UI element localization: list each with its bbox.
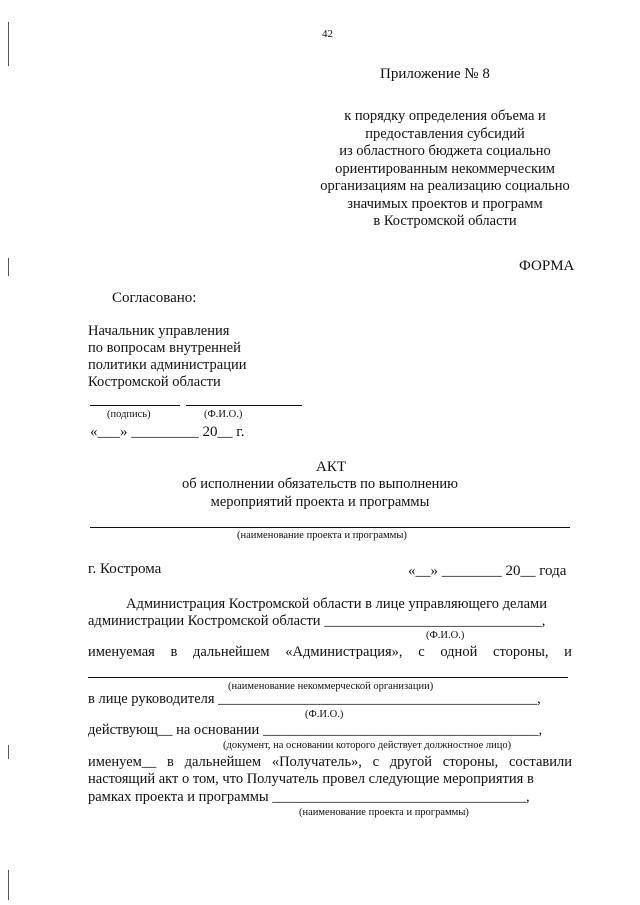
word: с — [372, 754, 380, 770]
approval-date: «___» _________ 20__ г. — [90, 424, 245, 440]
word: дальнейшем — [193, 644, 270, 660]
position-line: Костромской области — [88, 374, 221, 390]
city: г. Кострома — [88, 561, 162, 577]
appendix-line: из областного бюджета социально — [339, 143, 551, 159]
scan-margin-mark — [8, 745, 9, 759]
appendix-line: организациям на реализацию социально — [320, 178, 570, 194]
body-p3-line3: рамках проекта и программы ___________________________________, — [88, 789, 530, 805]
page-number: 42 — [322, 28, 333, 40]
word: и — [564, 644, 572, 660]
appendix-line: значимых проектов и программ — [347, 195, 543, 212]
body-p1-line2: администрации Костромской области ______________________________, — [88, 613, 546, 629]
appendix-line: предоставления субсидий — [365, 125, 525, 142]
position-line: Начальник управления — [88, 323, 230, 339]
fio-caption-1: (Ф.И.О.) — [426, 630, 465, 641]
name-caption: (Ф.И.О.) — [204, 409, 243, 420]
act-title: АКТ — [316, 459, 346, 475]
org-name-line — [88, 677, 568, 678]
appendix-line: ориентированным некоммерческим — [335, 160, 555, 177]
signature-caption: (подпись) — [107, 409, 151, 420]
act-subtitle-line: мероприятий проекта и программы — [210, 493, 430, 510]
form-label: ФОРМА — [519, 258, 575, 274]
body-p1-line1: Администрация Костромской области в лице управляющего делами — [126, 596, 547, 612]
appendix-title: Приложение № 8 — [380, 66, 490, 82]
position-line: по вопросам внутренней — [88, 340, 241, 356]
word: «Получатель», — [271, 754, 362, 770]
word: именуемая — [88, 644, 155, 660]
word: другой — [389, 754, 433, 770]
approver-position — [88, 323, 247, 391]
body-p3-line2: настоящий акт о том, что Получатель провел следующие мероприятия в — [88, 771, 534, 787]
scan-margin-mark — [8, 258, 9, 276]
position-line: политики администрации — [88, 357, 247, 373]
word: одной — [440, 644, 478, 660]
scan-margin-mark — [8, 22, 9, 66]
project-name-caption: (наименование проекта и программы) — [237, 530, 407, 541]
approved-label: Согласовано: — [112, 290, 197, 306]
word: «Администрация», — [285, 644, 403, 660]
appendix-line: в Костромской области — [373, 213, 517, 229]
signature-line — [90, 405, 180, 406]
appendix-description — [300, 108, 590, 231]
basis-line: действующ__ на основании ______________________________________, — [88, 722, 543, 738]
act-subtitle — [150, 476, 490, 511]
word: с — [418, 644, 425, 660]
word: именуем__ — [88, 754, 157, 770]
body-p3-line1 — [88, 754, 572, 771]
word: дальнейшем — [184, 754, 262, 770]
word: в — [167, 754, 174, 770]
scan-margin-mark — [8, 870, 9, 900]
body-p2-line — [88, 644, 572, 661]
appendix-line: к порядку определения объема и — [344, 108, 546, 124]
basis-caption: (документ, на основании которого действует должностное лицо) — [223, 740, 512, 751]
leader-line: в лице руководителя ____________________________________________, — [88, 691, 541, 707]
project-name-line — [90, 527, 570, 528]
word: стороны, — [493, 644, 549, 660]
act-date: «__» ________ 20__ года — [408, 563, 567, 579]
word: стороны, — [442, 754, 499, 770]
act-subtitle-line: об исполнении обязательств по выполнению — [181, 476, 459, 492]
fio-caption-2: (Ф.И.О.) — [305, 709, 344, 720]
word: в — [170, 644, 178, 660]
word: составили — [508, 754, 572, 770]
name-line — [186, 405, 302, 406]
org-name-caption: (наименование некоммерческой организации) — [228, 681, 434, 692]
project-name-caption-2: (наименование проекта и программы) — [299, 807, 469, 818]
